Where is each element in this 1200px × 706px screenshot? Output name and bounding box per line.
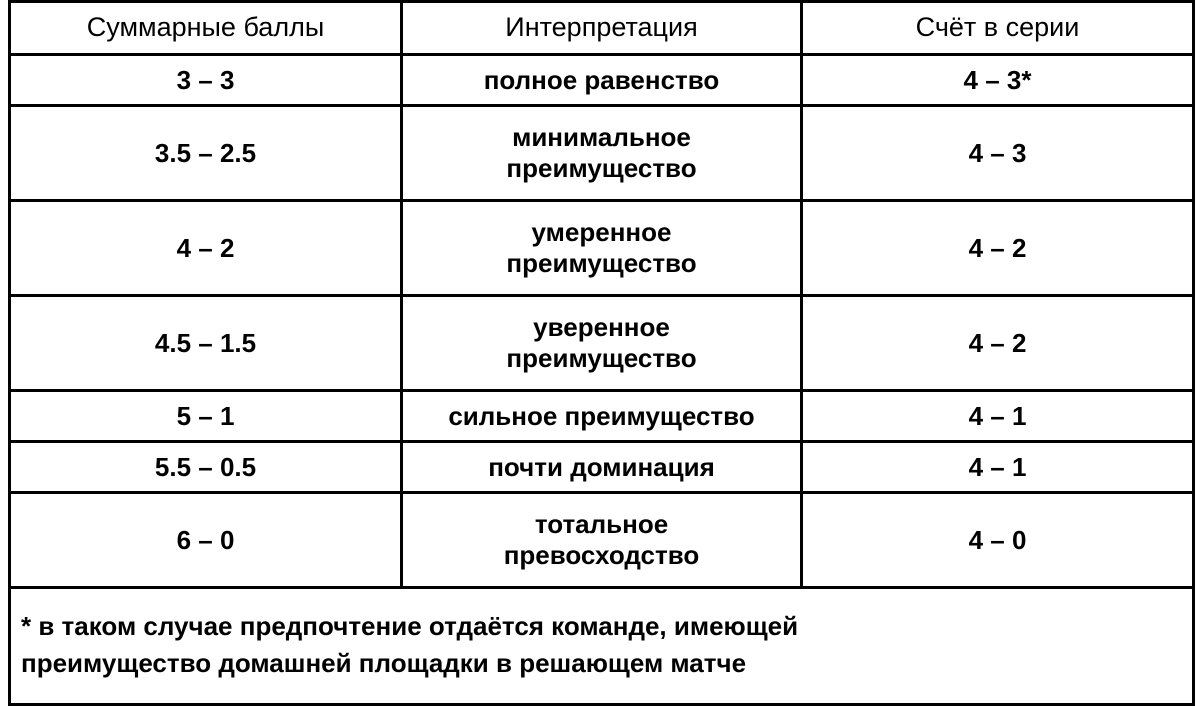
scoring-table-container bbox=[8, 0, 1192, 706]
cell-interpretation-line1: уверенное bbox=[533, 312, 670, 343]
cell-interpretation-line1: умеренное bbox=[531, 217, 672, 248]
column-header-score: Суммарные баллы bbox=[10, 2, 402, 55]
cell-interpretation bbox=[402, 493, 802, 588]
cell-interpretation bbox=[402, 55, 802, 106]
cell-interpretation-line1: почти доминация bbox=[488, 451, 715, 482]
cell-series: 4 – 2 bbox=[802, 201, 1194, 296]
cell-interpretation bbox=[402, 106, 802, 201]
cell-series: 4 – 3 bbox=[802, 106, 1194, 201]
cell-interpretation-line1: полное равенство bbox=[483, 64, 720, 95]
cell-series: 4 – 1 bbox=[802, 391, 1194, 442]
table-row bbox=[10, 55, 1194, 106]
cell-interpretation-line1: минимальное bbox=[512, 122, 691, 153]
cell-interpretation bbox=[402, 442, 802, 493]
scoring-table bbox=[8, 0, 1195, 706]
cell-series: 4 – 0 bbox=[802, 493, 1194, 588]
cell-interpretation-line2: превосходство bbox=[503, 540, 700, 570]
cell-series: 4 – 2 bbox=[802, 296, 1194, 391]
cell-interpretation bbox=[402, 296, 802, 391]
cell-score: 3.5 – 2.5 bbox=[10, 106, 402, 201]
cell-interpretation-line1: тотальное bbox=[534, 509, 669, 540]
table-row bbox=[10, 493, 1194, 588]
footnote-row bbox=[10, 588, 1194, 705]
footnote-line-2: преимущество домашней площадки в решающем матче bbox=[21, 648, 747, 678]
cell-series: 4 – 1 bbox=[802, 442, 1194, 493]
cell-series: 4 – 3* bbox=[802, 55, 1194, 106]
cell-interpretation-line2: преимущество bbox=[506, 343, 697, 373]
table-row bbox=[10, 296, 1194, 391]
cell-interpretation-line2: преимущество bbox=[506, 248, 697, 278]
table-row bbox=[10, 106, 1194, 201]
cell-interpretation bbox=[402, 391, 802, 442]
cell-score: 5.5 – 0.5 bbox=[10, 442, 402, 493]
cell-interpretation-line2: преимущество bbox=[506, 153, 697, 183]
cell-interpretation-line1: сильное преимущество bbox=[448, 400, 755, 431]
table-header-row bbox=[10, 2, 1194, 55]
cell-score: 4 – 2 bbox=[10, 201, 402, 296]
footnote-line-1: * в таком случае предпочтение отдаётся команде, имеющей bbox=[21, 611, 799, 642]
column-header-series: Счёт в серии bbox=[802, 2, 1194, 55]
cell-score: 5 – 1 bbox=[10, 391, 402, 442]
table-row bbox=[10, 391, 1194, 442]
cell-score: 3 – 3 bbox=[10, 55, 402, 106]
footnote-cell bbox=[10, 588, 1194, 705]
cell-score: 4.5 – 1.5 bbox=[10, 296, 402, 391]
table-row bbox=[10, 201, 1194, 296]
table-row bbox=[10, 442, 1194, 493]
cell-score: 6 – 0 bbox=[10, 493, 402, 588]
column-header-interpretation: Интерпретация bbox=[402, 2, 802, 55]
cell-interpretation bbox=[402, 201, 802, 296]
